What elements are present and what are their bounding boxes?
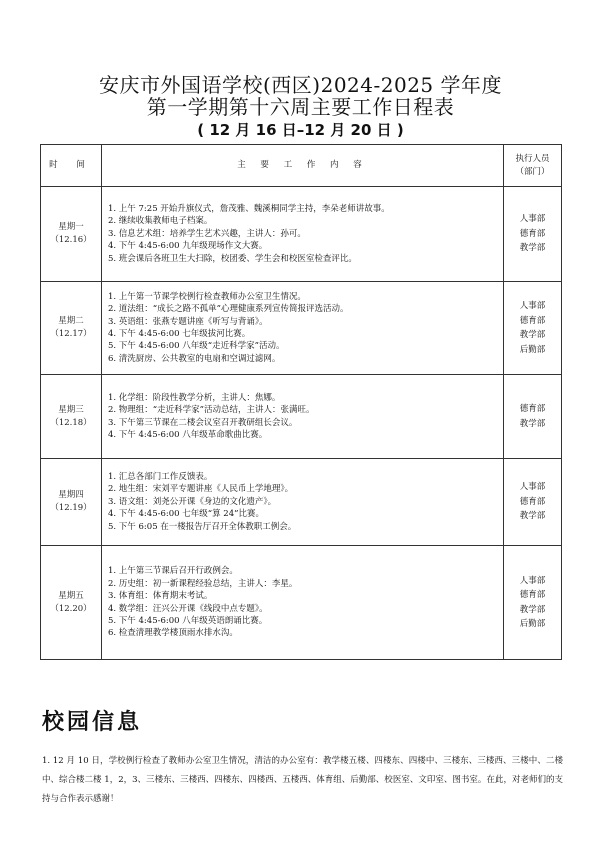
- day-cell: [41, 375, 102, 459]
- items-cell: [102, 546, 504, 660]
- work-item: 5. 下午 4:45-6:00 八年级英语朗诵比赛。: [108, 615, 268, 626]
- work-item: 1. 化学组：阶段性教学分析，主讲人：焦娜。: [108, 392, 281, 403]
- work-item: 2. 继续收集教师电子档案。: [108, 216, 213, 227]
- work-item: 3. 英语组：张燕专题讲座《听写与背诵》。: [108, 316, 268, 327]
- header-person-dept: （部门）: [515, 166, 550, 177]
- work-item: 5. 下午 6:05 在一楼报告厅召开全体教职工例会。: [108, 521, 297, 532]
- day-date: （12.17）: [50, 329, 92, 339]
- work-item-list: [108, 471, 499, 533]
- work-item: 4. 下午 4:45-6:00 八年级革命歌曲比赛。: [108, 429, 268, 440]
- items-cell: [102, 282, 504, 375]
- dept-name: 后勤部: [519, 344, 546, 355]
- dept-name: 教学部: [519, 418, 546, 429]
- day-cell: [41, 282, 102, 375]
- work-item: 6. 检查清理教学楼顶雨水排水沟。: [108, 628, 238, 639]
- work-item: 4. 下午 4:45-6:00 九年级现场作文大赛。: [108, 241, 268, 252]
- dept-name: 教学部: [519, 330, 546, 340]
- work-item: 4. 数学组：汪兴公开课《线段中点专题》。: [108, 603, 268, 614]
- campus-info-heading: 校园信息: [42, 710, 143, 735]
- work-item: 4. 下午 4:45-6:00 七年级“算 24”比赛。: [108, 509, 264, 520]
- work-item-list: [108, 291, 499, 365]
- items-cell: [102, 187, 504, 282]
- work-item: 3. 下午第三节课在二楼会议室召开教研组长会议。: [108, 417, 298, 428]
- day-date: （12.19）: [50, 503, 92, 513]
- day-name: 星期五: [58, 590, 84, 601]
- campus-info-text: 1. 12 月 10 日，学校例行检查了教师办公室卫生情况，清洁的办公室有：教学楼五楼、四楼东、四楼中、三楼东、三楼西、三楼中、二楼中、综合楼二楼 1，2，3、三楼东、三楼西、四楼东、四楼西、五楼西、体育组、后勤部、校医室、文印室、图书室。在此，对老师们的支持与合作表示感谢！: [42, 756, 563, 804]
- dept-name: 德育部: [519, 590, 546, 600]
- day-name: 星期二: [58, 316, 84, 326]
- table-header-row: [41, 145, 562, 187]
- day-cell: [41, 187, 102, 282]
- items-cell: [102, 459, 504, 546]
- schedule-row: [41, 459, 562, 546]
- dept-name: 德育部: [519, 228, 546, 239]
- schedule-row: [41, 546, 562, 660]
- work-item: 1. 上午第三节课后召开行政例会。: [108, 566, 238, 577]
- day-name: 星期四: [58, 490, 84, 500]
- schedule-table: [40, 144, 562, 660]
- day-cell: [41, 459, 102, 546]
- schedule-row: [41, 282, 562, 375]
- title-line-2: 第一学期第十六周主要工作日程表: [146, 95, 455, 119]
- dept-name: 人事部: [519, 575, 546, 586]
- dept-cell: [504, 546, 562, 660]
- day-date: （12.16）: [50, 235, 92, 245]
- work-item: 1. 上午 7:25 开始升旗仪式，詹茂雅、魏溪桐同学主持，李朵老师讲故事。: [108, 203, 390, 214]
- work-item: 5. 班会课后各班卫生大扫除，校团委、学生会和校医室检查评比。: [108, 253, 357, 264]
- title-line-1: 安庆市外国语学校(西区)2024-2025 学年度: [98, 73, 503, 97]
- work-item: 1. 上午第一节课学校例行检查教师办公室卫生情况。: [108, 291, 306, 302]
- dept-cell: [504, 187, 562, 282]
- work-item: 3. 信息艺术组：培养学生艺术兴趣，主讲人：孙可。: [108, 228, 306, 239]
- dept-name: 教学部: [519, 604, 546, 615]
- work-item-list: [108, 203, 499, 265]
- dept-cell: [504, 375, 562, 459]
- work-item: 2. 道法组：“成长之路不孤单”心理健康系列宣传简报评选活动。: [108, 304, 349, 315]
- header-content: 主 要 工 作 内 容: [102, 145, 504, 187]
- items-cell: [102, 375, 504, 459]
- date-range: ( 12 月 16 日–12 月 20 日 ): [197, 121, 404, 139]
- day-name: 星期一: [58, 222, 84, 232]
- work-item: 5. 下午 4:45-6:00 八年级“走近科学家”活动。: [108, 341, 285, 352]
- dept-name: 德育部: [519, 315, 546, 326]
- work-item: 6. 清洗厨房、公共教室的电扇和空调过滤网。: [108, 353, 281, 364]
- dept-name: 教学部: [519, 511, 546, 522]
- dept-name: 后勤部: [519, 619, 546, 629]
- schedule-row: [41, 187, 562, 282]
- work-item-list: [108, 565, 499, 639]
- dept-name: 德育部: [519, 404, 546, 414]
- work-item: 4. 下午 4:45-6:00 七年级拔河比赛。: [108, 329, 251, 339]
- dept-cell: [504, 459, 562, 546]
- work-item: 1. 汇总各部门工作反馈表。: [108, 471, 213, 482]
- dept-name: 德育部: [519, 496, 546, 507]
- day-name: 星期三: [58, 404, 84, 415]
- header-person: [504, 145, 562, 187]
- work-item: 2. 历史组：初一新课程经验总结，主讲人：李星。: [108, 578, 298, 589]
- dept-name: 人事部: [519, 301, 546, 311]
- header-person-label: 执行人员: [515, 153, 550, 164]
- schedule-row: [41, 375, 562, 459]
- dept-cell: [504, 282, 562, 375]
- work-item: 3. 体育组：体育期末考试。: [108, 591, 213, 602]
- work-item: 3. 语文组：刘尧公开课《身边的文化遗产》。: [108, 496, 277, 507]
- day-date: （12.18）: [50, 417, 92, 428]
- header-time: 时 间: [41, 145, 102, 187]
- work-item-list: [108, 392, 499, 442]
- day-date: （12.20）: [50, 603, 92, 614]
- dept-name: 人事部: [519, 214, 546, 225]
- dept-name: 人事部: [519, 482, 546, 493]
- work-item: 2. 地生组：宋刘平专题讲座《人民币上学地理》。: [108, 484, 294, 495]
- day-cell: [41, 546, 102, 660]
- dept-name: 教学部: [519, 243, 546, 254]
- work-item: 2. 物理组：“走近科学家”活动总结，主讲人：张满旺。: [108, 405, 315, 416]
